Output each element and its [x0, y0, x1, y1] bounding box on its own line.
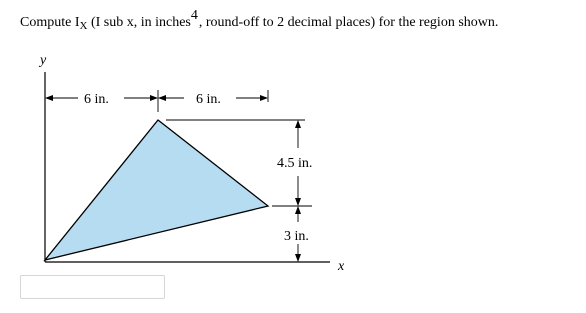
y-axis-label: y — [40, 53, 47, 68]
question-subscript: X — [79, 20, 88, 32]
triangle-region — [45, 120, 268, 260]
question-prefix: Compute I — [20, 15, 80, 30]
dim-label-right-upper: 4.5 in. — [277, 156, 313, 171]
x-axis-label: x — [338, 259, 345, 274]
answer-input[interactable] — [20, 275, 165, 299]
question-suffix: , round-off to 2 decimal places) for the region shown. — [198, 15, 499, 30]
dim-label-top-left: 6 in. — [84, 92, 109, 107]
dim-label-top-right: 6 in. — [196, 92, 221, 107]
dim-label-right-lower: 3 in. — [284, 229, 309, 244]
question-middle: (I sub x, in inches — [87, 15, 191, 30]
question-superscript: 4 — [190, 8, 198, 23]
